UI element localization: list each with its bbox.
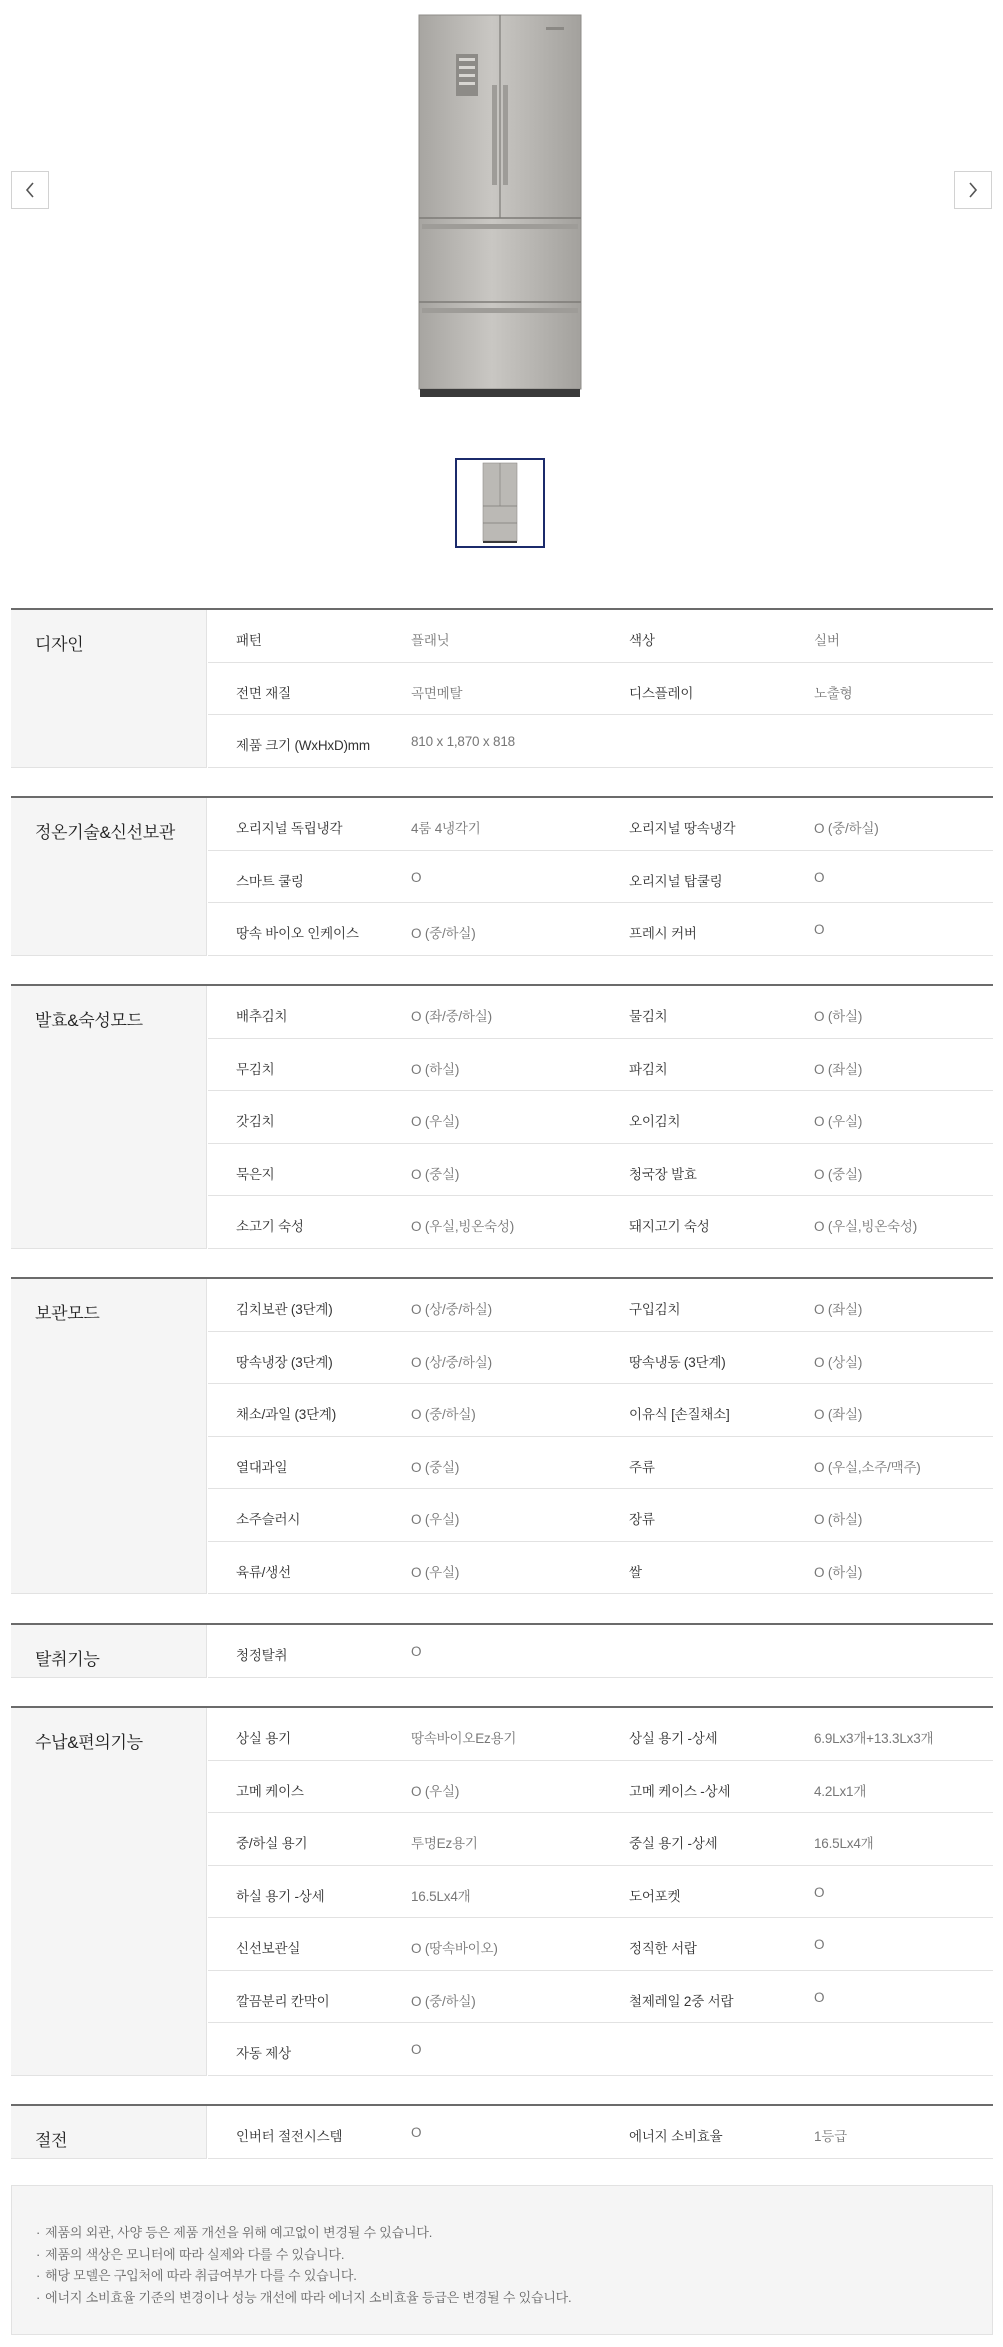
- spec-label: 오리지널 독립냉각: [236, 821, 343, 836]
- spec-category: 탈취기능: [11, 1625, 207, 1678]
- spec-label: 오이김치: [629, 1114, 681, 1129]
- spec-label: 고메 케이스: [236, 1783, 304, 1799]
- spec-value: O (하실): [814, 1009, 863, 1024]
- spec-row: [208, 1384, 993, 1437]
- spec-section-storage-modes: [11, 1277, 993, 1594]
- spec-row: [208, 1971, 993, 2024]
- note-item: · 에너지 소비효율 기준의 변경이나 성능 개선에 따라 에너지 소비효율 등급은 변경될 수 있습니다.: [36, 2287, 992, 2309]
- gallery-next-button[interactable]: [954, 171, 992, 209]
- spec-value: O (상실): [814, 1354, 863, 1370]
- chevron-right-icon: [966, 180, 980, 200]
- gallery-prev-button[interactable]: [11, 171, 49, 209]
- note-item: · 제품의 색상은 모니터에 따라 실제와 다를 수 있습니다.: [36, 2244, 992, 2266]
- spec-value: 810 x 1,870 x 818: [411, 734, 515, 749]
- spec-label: 프레시 커버: [629, 926, 697, 941]
- spec-value: 16.5Lx4개: [814, 1836, 874, 1851]
- spec-label: 제품 크기 (WxHxD)mm: [236, 738, 370, 753]
- disclaimer-notes: [11, 2185, 993, 2335]
- spec-label: 쌀: [629, 1564, 642, 1580]
- spec-row: [208, 663, 993, 716]
- spec-label: 신선보관실: [236, 1941, 301, 1956]
- spec-row: [208, 2023, 993, 2076]
- spec-row: [208, 1542, 993, 1595]
- spec-section-cooling: [11, 796, 993, 956]
- spec-row: [208, 1866, 993, 1919]
- spec-value: 땅속바이오Ez용기: [411, 1731, 517, 1746]
- notes-list: [36, 2222, 992, 2308]
- spec-value: O (중실): [411, 1459, 460, 1475]
- spec-value: O: [411, 1644, 422, 1659]
- spec-value: 4룸 4냉각기: [411, 821, 481, 836]
- spec-label: 상실 용기: [236, 1731, 291, 1746]
- spec-row: [208, 1091, 993, 1144]
- spec-label: 패턴: [236, 633, 262, 648]
- product-main-image: [410, 10, 590, 400]
- spec-label: 오리지널 땅속냉각: [629, 821, 736, 836]
- spec-row: [208, 851, 993, 904]
- spec-label: 돼지고기 숙성: [629, 1219, 710, 1234]
- spec-row: [208, 1813, 993, 1866]
- spec-value: O (중/하실): [814, 821, 879, 836]
- spec-label: 김치보관 (3단계): [236, 1302, 333, 1317]
- spec-label: 깔끔분리 칸막이: [236, 1993, 330, 2009]
- spec-label: 정직한 서랍: [629, 1941, 697, 1956]
- note-item: · 제품의 외관, 사양 등은 제품 개선을 위해 예고없이 변경될 수 있습니다.: [36, 2222, 992, 2244]
- spec-label: 갓김치: [236, 1114, 275, 1129]
- spec-label: 철제레일 2중 서랍: [629, 1993, 734, 2009]
- spec-label: 구입김치: [629, 1302, 681, 1317]
- spec-value: O (우실): [411, 1564, 460, 1580]
- spec-category: 정온기술&신선보관: [11, 798, 207, 956]
- spec-row: [208, 1761, 993, 1814]
- spec-label: 땅속냉장 (3단계): [236, 1354, 333, 1370]
- spec-section-design: [11, 608, 993, 768]
- spec-value: O (우실): [411, 1783, 460, 1799]
- spec-row: [208, 1489, 993, 1542]
- spec-value: 1등급: [814, 2129, 847, 2144]
- spec-label: 파김치: [629, 1061, 668, 1077]
- spec-value: O (좌실): [814, 1407, 863, 1422]
- spec-value: O (하실): [814, 1512, 863, 1527]
- spec-value: O (우실): [411, 1512, 460, 1527]
- spec-value: O (중/하실): [411, 1993, 476, 2009]
- spec-value: O (상/중/하실): [411, 1302, 492, 1317]
- spec-row: [208, 1144, 993, 1197]
- spec-value: O (좌실): [814, 1302, 863, 1317]
- spec-label: 열대과일: [236, 1459, 288, 1475]
- spec-value: O: [814, 869, 825, 885]
- spec-row: [208, 2106, 993, 2159]
- spec-label: 청정탈취: [236, 1648, 288, 1663]
- spec-row: [208, 798, 993, 851]
- note-item: · 해당 모델은 구입처에 따라 취급여부가 다를 수 있습니다.: [36, 2265, 992, 2287]
- spec-row: [208, 1625, 993, 1678]
- spec-label: 인버터 절전시스템: [236, 2129, 343, 2144]
- spec-value: O: [814, 922, 825, 937]
- spec-value: O (하실): [411, 1061, 460, 1077]
- spec-row: [208, 1279, 993, 1332]
- spec-label: 고메 케이스 -상세: [629, 1783, 731, 1799]
- spec-label: 중실 용기 -상세: [629, 1836, 718, 1851]
- spec-value: O (우실,빙온숙성): [411, 1219, 515, 1234]
- spec-value: O: [814, 1937, 825, 1952]
- spec-value: 노출형: [814, 685, 853, 701]
- spec-label: 중/하실 용기: [236, 1836, 308, 1851]
- spec-category: 발효&숙성모드: [11, 986, 207, 1249]
- spec-value: O: [814, 1989, 825, 2005]
- spec-section-power-saving: [11, 2104, 993, 2159]
- spec-row: [208, 1332, 993, 1385]
- spec-category: 절전: [11, 2106, 207, 2159]
- spec-value: O (우실,소주/맥주): [814, 1459, 921, 1475]
- spec-label: 색상: [629, 633, 655, 648]
- spec-value: O: [411, 2125, 422, 2140]
- spec-value: O (우실,빙온숙성): [814, 1219, 918, 1234]
- spec-value: 실버: [814, 633, 840, 648]
- spec-label: 땅속 바이오 인케이스: [236, 926, 359, 941]
- spec-category: 수납&편의기능: [11, 1708, 207, 2076]
- spec-label: 채소/과일 (3단계): [236, 1407, 337, 1422]
- spec-row: [208, 903, 993, 956]
- spec-value: O (우실): [814, 1114, 863, 1129]
- spec-value: O (중실): [411, 1166, 460, 1182]
- spec-label: 에너지 소비효율: [629, 2129, 723, 2144]
- spec-value: O (중/하실): [411, 1407, 476, 1422]
- spec-section-deodorize: [11, 1623, 993, 1678]
- spec-row: [208, 1196, 993, 1249]
- spec-row: [208, 610, 993, 663]
- spec-label: 배추김치: [236, 1009, 288, 1024]
- spec-label: 묵은지: [236, 1166, 275, 1182]
- spec-value: O: [411, 2042, 422, 2057]
- spec-value: O (중/하실): [411, 926, 476, 941]
- spec-value: O: [411, 869, 422, 885]
- spec-row: [208, 1437, 993, 1490]
- spec-value: 플래닛: [411, 633, 450, 648]
- spec-value: O (땅속바이오): [411, 1941, 498, 1956]
- spec-category: 보관모드: [11, 1279, 207, 1594]
- spec-label: 이유식 [손질채소]: [629, 1407, 730, 1422]
- thumbnail-image: [481, 462, 519, 544]
- spec-value: O (중실): [814, 1166, 863, 1182]
- chevron-left-icon: [23, 180, 37, 200]
- spec-label: 전면 재질: [236, 685, 291, 701]
- spec-label: 상실 용기 -상세: [629, 1731, 718, 1746]
- spec-category: 디자인: [11, 610, 207, 768]
- spec-label: 청국장 발효: [629, 1166, 697, 1182]
- spec-section-convenience: [11, 1706, 993, 2076]
- spec-label: 장류: [629, 1512, 655, 1527]
- spec-label: 오리지널 탑쿨링: [629, 873, 723, 889]
- spec-label: 육류/생선: [236, 1564, 291, 1580]
- spec-label: 도어포켓: [629, 1888, 681, 1904]
- spec-label: 주류: [629, 1459, 655, 1475]
- spec-value: O (하실): [814, 1564, 863, 1580]
- spec-value: 6.9Lx3개+13.3Lx3개: [814, 1731, 934, 1746]
- product-gallery: [0, 0, 1003, 560]
- spec-value: 투명Ez용기: [411, 1836, 478, 1851]
- spec-value: O (상/중/하실): [411, 1354, 492, 1370]
- spec-row: [208, 715, 993, 768]
- spec-label: 무김치: [236, 1061, 275, 1077]
- spec-section-fermentation: [11, 984, 993, 1249]
- spec-row: [208, 1708, 993, 1761]
- spec-value: O (우실): [411, 1114, 460, 1129]
- spec-value: 16.5Lx4개: [411, 1888, 471, 1904]
- spec-label: 자동 제상: [236, 2046, 291, 2061]
- spec-label: 소고기 숙성: [236, 1219, 304, 1234]
- spec-value: 곡면메탈: [411, 685, 463, 701]
- spec-row: [208, 1039, 993, 1092]
- spec-value: O (좌/중/하실): [411, 1009, 492, 1024]
- spec-label: 하실 용기 -상세: [236, 1888, 325, 1904]
- spec-row: [208, 986, 993, 1039]
- spec-row: [208, 1918, 993, 1971]
- spec-label: 디스플레이: [629, 685, 694, 701]
- product-thumbnail[interactable]: [455, 458, 545, 548]
- spec-label: 물김치: [629, 1009, 668, 1024]
- spec-value: O: [814, 1884, 825, 1900]
- spec-label: 스마트 쿨링: [236, 873, 304, 889]
- spec-value: O (좌실): [814, 1061, 863, 1077]
- spec-label: 땅속냉동 (3단계): [629, 1354, 726, 1370]
- spec-value: 4.2Lx1개: [814, 1783, 867, 1799]
- spec-label: 소주슬러시: [236, 1512, 301, 1527]
